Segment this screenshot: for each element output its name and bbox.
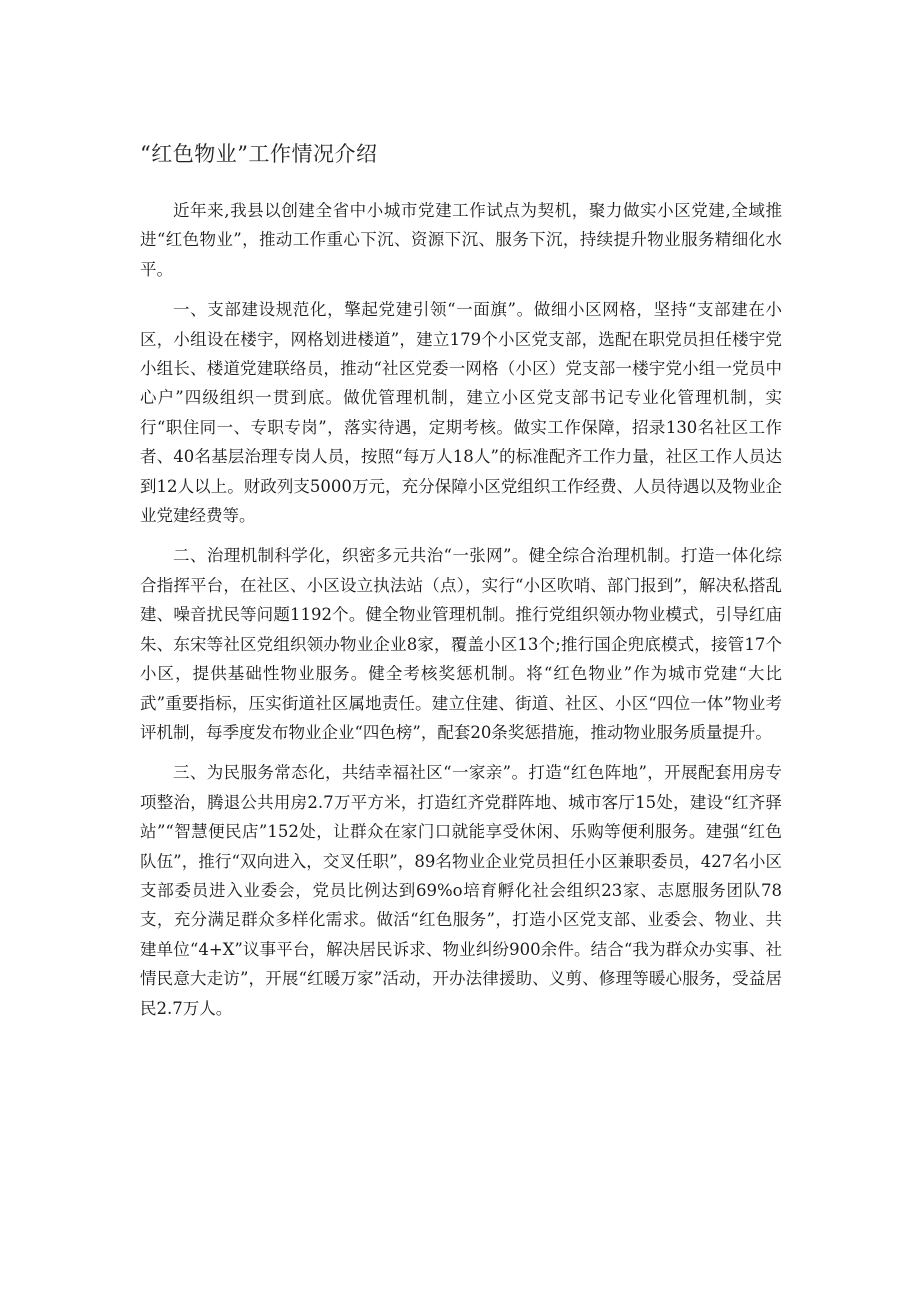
paragraph-governance-mechanism: 二、治理机制科学化，织密多元共治“一张网”。健全综合治理机制。打造一体化综合指挥平台，在社区、小区设立执法站（点），实行“小区吹哨、部门报到”，解决私搭乱建、噪音扰民等问题1192个。健全物业管理机制。推行党组织领办物业模式，引导红庙朱、东宋等社区党组织领办物业企业8家，覆盖小区13个;推行国企兜底模式，接管17个小区，提供基础性物业服务。健全考核奖惩机制。将“红色物业”作为城市党建“大比武”重要指标，压实街道社区属地责任。建立住建、街道、社区、小区“四位一体”物业考评机制，每季度发布物业企业“四色榜”，配套20条奖惩措施，推动物业服务质量提升。 — [140, 546, 782, 742]
paragraph-intro: 近年来,我县以创建全省中小城市党建工作试点为契机，聚力做实小区党建,全域推进“红色物业”，推动工作重心下沉、资源下沉、服务下沉，持续提升物业服务精细化水平。 — [140, 201, 782, 279]
paragraph-public-service: 三、为民服务常态化，共结幸福社区“一家亲”。打造“红色阵地”，开展配套用房专项整治，腾退公共用房2.7万平方米，打造红齐党群阵地、城市客厅15处，建设“红齐驿站”“智慧便民店”152处，让群众在家门口就能享受休闲、乐购等便利服务。建强“红色队伍”，推行“双向进入，交叉任职”，89名物业企业党员担任小区兼职委员，427名小区支部委员进入业委会，党员比例达到69%o培育孵化社会组织23家、志愿服务团队78支，充分满足群众多样化需求。做活“红色服务”，打造小区党支部、业委会、物业、共建单位“4+X”议事平台，解决居民诉求、物业纠纷900余件。结合“我为群众办实事、社情民意大走访”，开展“红暖万家”活动，开办法律援助、义剪、修理等暖心服务，受益居民2.7万人。 — [140, 763, 782, 1018]
document-title: “红色物业”工作情况介绍 — [140, 142, 378, 166]
document-body — [140, 196, 782, 1034]
paragraph-branch-construction: 一、支部建设规范化，擎起党建引领“一面旗”。做细小区网格，坚持“支部建在小区，小组设在楼宇，网格划进楼道”，建立179个小区党支部，选配在职党员担任楼宇党小组长、楼道党建联络员，推动“社区党委一网格（小区）党支部一楼宇党小组一党员中心户”四级组织一贯到底。做优管理机制，建立小区党支部书记专业化管理机制，实行“职住同一、专职专岗”，落实待遇，定期考核。做实工作保障，招录130名社区工作者、40名基层治理专岗人员，按照“每万人18人”的标准配齐工作力量，社区工作人员达到12人以上。财政列支5000万元，充分保障小区党组织工作经费、人员待遇以及物业企业党建经费等。 — [140, 300, 782, 526]
